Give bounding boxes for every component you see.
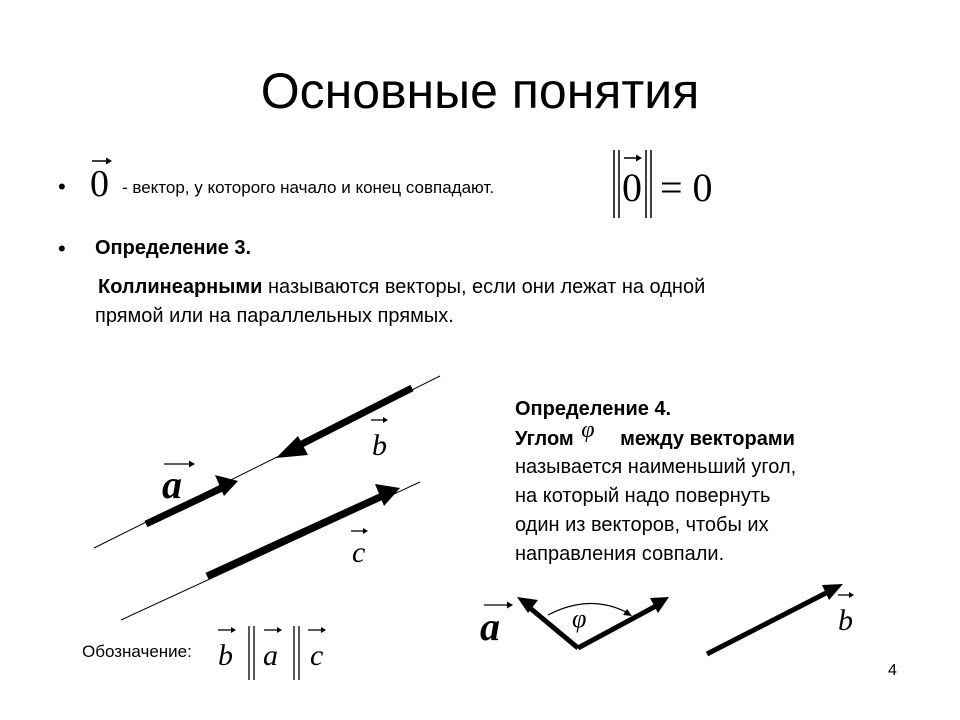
definition4-heading: Определение 4. [515, 398, 672, 420]
angle-phi: φ [572, 604, 587, 633]
notation-b: b [218, 639, 233, 672]
angle-vector-b-shaft [578, 606, 656, 648]
phi-symbol: φ [581, 417, 595, 443]
slide-title: Основные понятия [260, 63, 700, 119]
page-number: 4 [888, 662, 897, 679]
bullet-dot: • [58, 174, 66, 199]
definition4-line1: Углом φ между векторами [515, 417, 795, 450]
label-a: a [162, 462, 182, 507]
angle-vector-a-shaft [530, 608, 578, 648]
definition3-heading: Определение 3. [95, 237, 252, 259]
definition4-line4: один из векторов, чтобы их [515, 514, 769, 536]
notation-a: a [263, 639, 278, 672]
definition4-line3: на который надо повернуть [515, 485, 771, 507]
zero-vector-norm-formula: 0 = 0 [610, 148, 720, 220]
notation-label: Обозначение: [82, 642, 192, 661]
definition4-line2: называется наименьший угол, [515, 456, 797, 478]
definition4-line5: направления совпали. [515, 543, 725, 565]
angle-label-a: a [480, 604, 500, 649]
definition3-line2: прямой или на параллельных прямых. [95, 305, 454, 327]
angle-label-b: b [838, 604, 853, 637]
label-b: b [372, 429, 387, 462]
definition3-line1: Коллинеарными называются векторы, если они лежат на одной [98, 276, 706, 298]
angle-arc [548, 603, 628, 615]
definition3-term: Коллинеарными [98, 276, 263, 298]
bullet-dot: • [58, 236, 66, 261]
separate-vector-b-shaft [707, 592, 828, 654]
notation-c: c [310, 639, 324, 672]
zero-vector-description: - вектор, у которого начало и конец совпадают. [122, 178, 495, 197]
label-c: c [352, 536, 366, 569]
zero-vector-symbol: 0 [88, 152, 118, 204]
